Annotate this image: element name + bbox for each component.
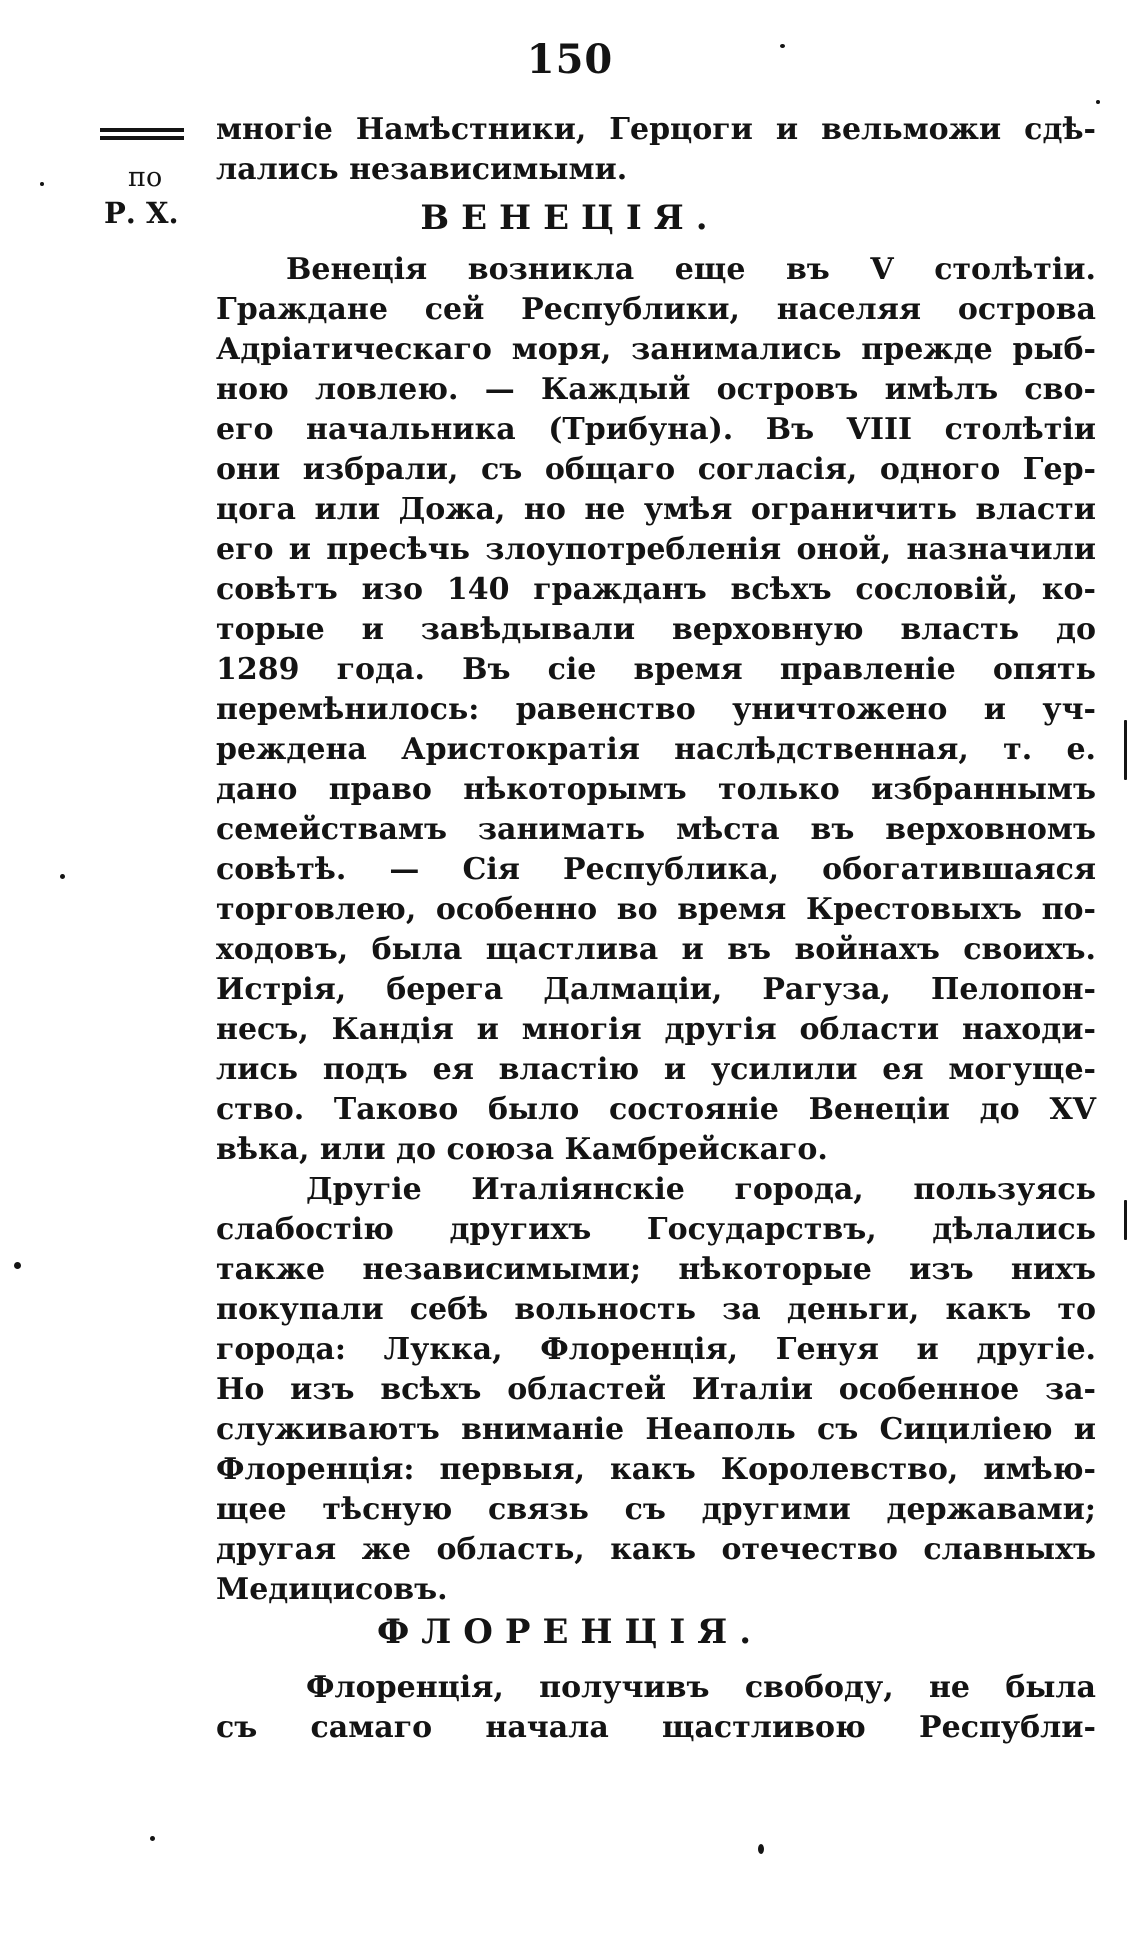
text-line: съ самаго начала щастливою Республи- — [216, 1710, 1096, 1745]
text-line: города: Лукка, Флоренція, Генуя и другіе. — [216, 1332, 1096, 1367]
margin-rule — [100, 128, 184, 140]
text-line: другая же область, какъ отечество славныхъ — [216, 1532, 1096, 1567]
print-speck — [1124, 1200, 1127, 1240]
text-line: вѣка, или до союза Камбрейскаго. — [216, 1132, 828, 1167]
print-speck — [150, 1836, 155, 1841]
text-line: ною ловлею. — Каждый островъ имѣлъ сво- — [216, 372, 1096, 407]
page-number: 150 — [526, 36, 614, 83]
print-speck — [780, 44, 785, 48]
text-line: несъ, Кандія и многія другія области находи- — [216, 1012, 1096, 1047]
text-line: ходовъ, была щастлива и въ войнахъ своихъ. — [216, 932, 1096, 967]
print-speck — [1124, 720, 1127, 780]
text-line: семействамъ занимать мѣста въ верховномъ — [216, 812, 1096, 847]
section-heading-florence: ФЛОРЕНЦІЯ. — [376, 1612, 764, 1652]
text-line: торые и завѣдывали верховную власть до — [216, 612, 1096, 647]
print-speck — [60, 874, 65, 879]
print-speck — [758, 1844, 764, 1854]
text-line: лались независимыми. — [216, 152, 628, 187]
text-line: Другіе Италіянскіе города, пользуясь — [306, 1172, 1096, 1207]
text-line: покупали себѣ вольность за деньги, какъ то — [216, 1292, 1096, 1327]
text-line: торговлею, особенно во время Крестовыхъ по- — [216, 892, 1096, 927]
text-line: щее тѣсную связь съ другими державами; — [216, 1492, 1096, 1527]
text-line: перемѣнилось: равенство уничтожено и уч- — [216, 692, 1096, 727]
print-speck — [1096, 100, 1100, 104]
text-line: также независимыми; нѣкоторые изъ нихъ — [216, 1252, 1096, 1287]
text-line: Венеція возникла еще въ V столѣтіи. — [286, 252, 1096, 287]
print-speck — [14, 1262, 21, 1269]
text-line: многіе Намѣстники, Герцоги и вельможи сдѣ- — [216, 112, 1096, 147]
text-line: дано право нѣкоторымъ только избраннымъ — [216, 772, 1096, 807]
text-line: совѣтѣ. — Сія Республика, обогатившаяся — [216, 852, 1096, 887]
section-heading-venice: ВЕНЕЦІЯ. — [420, 198, 720, 238]
text-line: его начальника (Трибуна). Въ VIII столѣтіи — [216, 412, 1096, 447]
text-line: Истрія, берега Далмаціи, Рагуза, Пелопон- — [216, 972, 1096, 1007]
text-line: совѣтъ изо 140 гражданъ всѣхъ сословій, ко- — [216, 572, 1096, 607]
print-speck — [40, 182, 44, 186]
text-line: Но изъ всѣхъ областей Италіи особенное за- — [216, 1372, 1096, 1407]
text-line: его и пресѣчь злоупотребленія оной, назначили — [216, 532, 1096, 567]
text-line: Флоренція: первыя, какъ Королевство, имѣю- — [216, 1452, 1096, 1487]
text-line: лись подъ ея властію и усилили ея могуще- — [216, 1052, 1096, 1087]
text-line: слабостію другихъ Государствъ, дѣлались — [216, 1212, 1096, 1247]
text-line: Медицисовъ. — [216, 1572, 448, 1607]
text-line: Граждане сей Республики, населяя острова — [216, 292, 1096, 327]
text-line: цога или Дожа, но не умѣя ограничить власти — [216, 492, 1096, 527]
text-line: они избрали, съ общаго согласія, одного Гер- — [216, 452, 1096, 487]
text-line: Адріатическаго моря, занимались прежде рыб- — [216, 332, 1096, 367]
text-line: Флоренція, получивъ свободу, не была — [306, 1670, 1096, 1705]
text-line: реждена Аристократія наслѣдственная, т. е. — [216, 732, 1096, 767]
text-line: ство. Таково было состояніе Венеціи до XV — [216, 1092, 1096, 1127]
margin-note-po: по — [128, 162, 163, 193]
text-line: служиваютъ вниманіе Неаполь съ Сициліею и — [216, 1412, 1096, 1447]
margin-note-rx: Р. Х. — [104, 196, 179, 230]
text-line: 1289 года. Въ сіе время правленіе опять — [216, 652, 1096, 687]
